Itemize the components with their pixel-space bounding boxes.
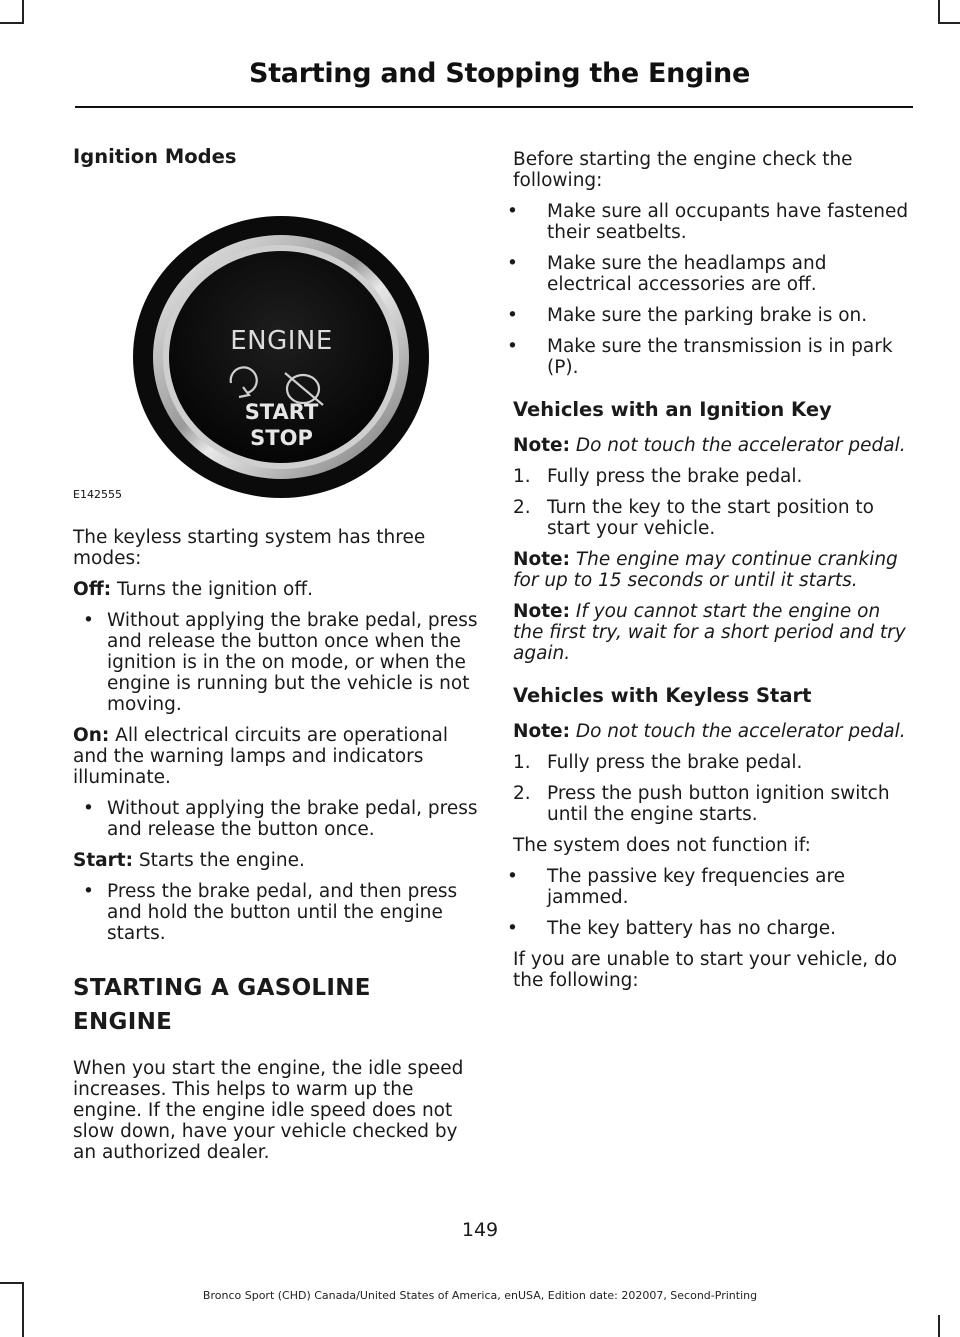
note-label: Note: (513, 435, 570, 456)
key-note-1-text: Do not touch the accelerator pedal. (569, 435, 906, 456)
keyless-step-1: Fully press the brake pedal. (547, 752, 803, 773)
mode-on-label: On: (73, 725, 110, 746)
bullet-marker: • (83, 798, 94, 819)
bullet-marker: • (507, 305, 518, 326)
header-rule (75, 106, 913, 108)
step-marker: 2. (513, 497, 531, 518)
mode-start-text: Starts the engine. (133, 850, 305, 871)
intro-paragraph: The keyless starting system has three modes: (73, 527, 426, 569)
bullet-marker: • (507, 253, 518, 274)
button-label-start: START (244, 400, 319, 424)
mode-on (73, 725, 478, 788)
list-item (73, 881, 478, 944)
key-note-3 (513, 601, 913, 664)
section-title-gasoline-line2: ENGINE (73, 1009, 173, 1035)
mode-off-text: Turns the ignition off. (111, 579, 313, 600)
bullet-marker: • (507, 866, 518, 887)
check-item-1: Make sure all occupants have fastened their seatbelts. (547, 201, 909, 243)
list-item (513, 752, 913, 773)
start-bullet-text: Press the brake pedal, and then press and hold the button until the engine starts. (107, 881, 458, 944)
key-step-1: Fully press the brake pedal. (547, 466, 803, 487)
section-title-ignition-key: Vehicles with an Ignition Key (513, 398, 832, 421)
figure-code: E142555 (73, 488, 122, 501)
on-bullet-text: Without applying the brake pedal, press and release the button once. (107, 798, 478, 840)
edition-footer: Bronco Sport (CHD) Canada/United States of America, enUSA, Edition date: 202007, Second-Printing (202, 1289, 758, 1302)
mode-start (73, 850, 478, 871)
list-item (507, 201, 913, 243)
list-item (507, 918, 913, 939)
list-item (507, 253, 913, 295)
note-label: Note: (513, 549, 570, 570)
key-step-2: Turn the key to the start position to start your vehicle. (547, 497, 875, 539)
left-column (73, 140, 478, 1163)
bullet-marker: • (83, 881, 94, 902)
section-title-gasoline-line1: STARTING A GASOLINE (73, 975, 371, 1001)
crop-mark (938, 0, 940, 22)
keyless-note-text: Do not touch the accelerator pedal. (569, 721, 906, 742)
step-marker: 1. (513, 466, 531, 487)
mode-off (73, 579, 478, 600)
step-marker: 2. (513, 783, 531, 804)
key-note-3-text: If you cannot start the engine on the first try, wait for a short period and try again. (513, 601, 906, 664)
keyless-step-2: Press the push button ignition switch until the engine starts. (547, 783, 890, 825)
check-item-3: Make sure the parking brake is on. (547, 305, 868, 326)
list-item (73, 798, 478, 840)
button-label-stop: STOP (250, 426, 313, 450)
crop-mark (22, 0, 24, 22)
section-title-ignition-modes: Ignition Modes (73, 145, 237, 168)
bullet-marker: • (507, 336, 518, 357)
gasoline-paragraph: When you start the engine, the idle speed increases. This helps to warm up the engine. If the engine idle speed does not slow down, have your vehicle checked by an authorized dealer. (73, 1058, 464, 1163)
list-item (513, 466, 913, 487)
crop-mark (938, 22, 960, 24)
fail-item-2: The key battery has no charge. (547, 918, 836, 939)
check-item-2: Make sure the headlamps and electrical accessories are off. (547, 253, 827, 295)
key-note-2-text: The engine may continue cranking for up to 15 seconds or until it starts. (513, 549, 898, 591)
engine-button-figure (73, 185, 478, 505)
button-label-engine: ENGINE (230, 326, 333, 356)
crop-mark (0, 1282, 24, 1284)
off-bullet-text: Without applying the brake pedal, press and release the button once when the ignition is in the on mode, or when the engine is running but the vehicle is not moving. (107, 610, 478, 715)
bullet-marker: • (507, 201, 518, 222)
check-item-4: Make sure the transmission is in park (P). (547, 336, 893, 378)
page-number: 149 (461, 1219, 499, 1241)
mode-off-label: Off: (73, 579, 112, 600)
note-label: Note: (513, 721, 570, 742)
bullet-marker: • (507, 918, 518, 939)
keyless-note (513, 721, 913, 742)
list-item (73, 610, 478, 715)
page-header-title: Starting and Stopping the Engine (249, 58, 750, 89)
key-note-2 (513, 549, 913, 591)
mode-start-label: Start: (73, 850, 134, 871)
bullet-marker: • (83, 610, 94, 631)
fail-intro: The system does not function if: (513, 835, 811, 856)
right-column (507, 140, 913, 991)
list-item (513, 497, 913, 539)
check-intro: Before starting the engine check the following: (513, 149, 853, 191)
note-label: Note: (513, 601, 570, 622)
fail-item-1: The passive key frequencies are jammed. (547, 866, 846, 908)
list-item (507, 305, 913, 326)
list-item (507, 866, 913, 908)
list-item (513, 783, 913, 825)
crop-mark (938, 1315, 940, 1337)
closing-paragraph: If you are unable to start your vehicle, do the following: (513, 949, 898, 991)
key-note-1 (513, 435, 913, 456)
section-title-keyless-start: Vehicles with Keyless Start (513, 684, 812, 707)
step-marker: 1. (513, 752, 531, 773)
list-item (507, 336, 913, 378)
crop-mark (0, 22, 24, 24)
mode-on-text: All electrical circuits are operational and the warning lamps and indicators illuminate. (73, 725, 449, 788)
